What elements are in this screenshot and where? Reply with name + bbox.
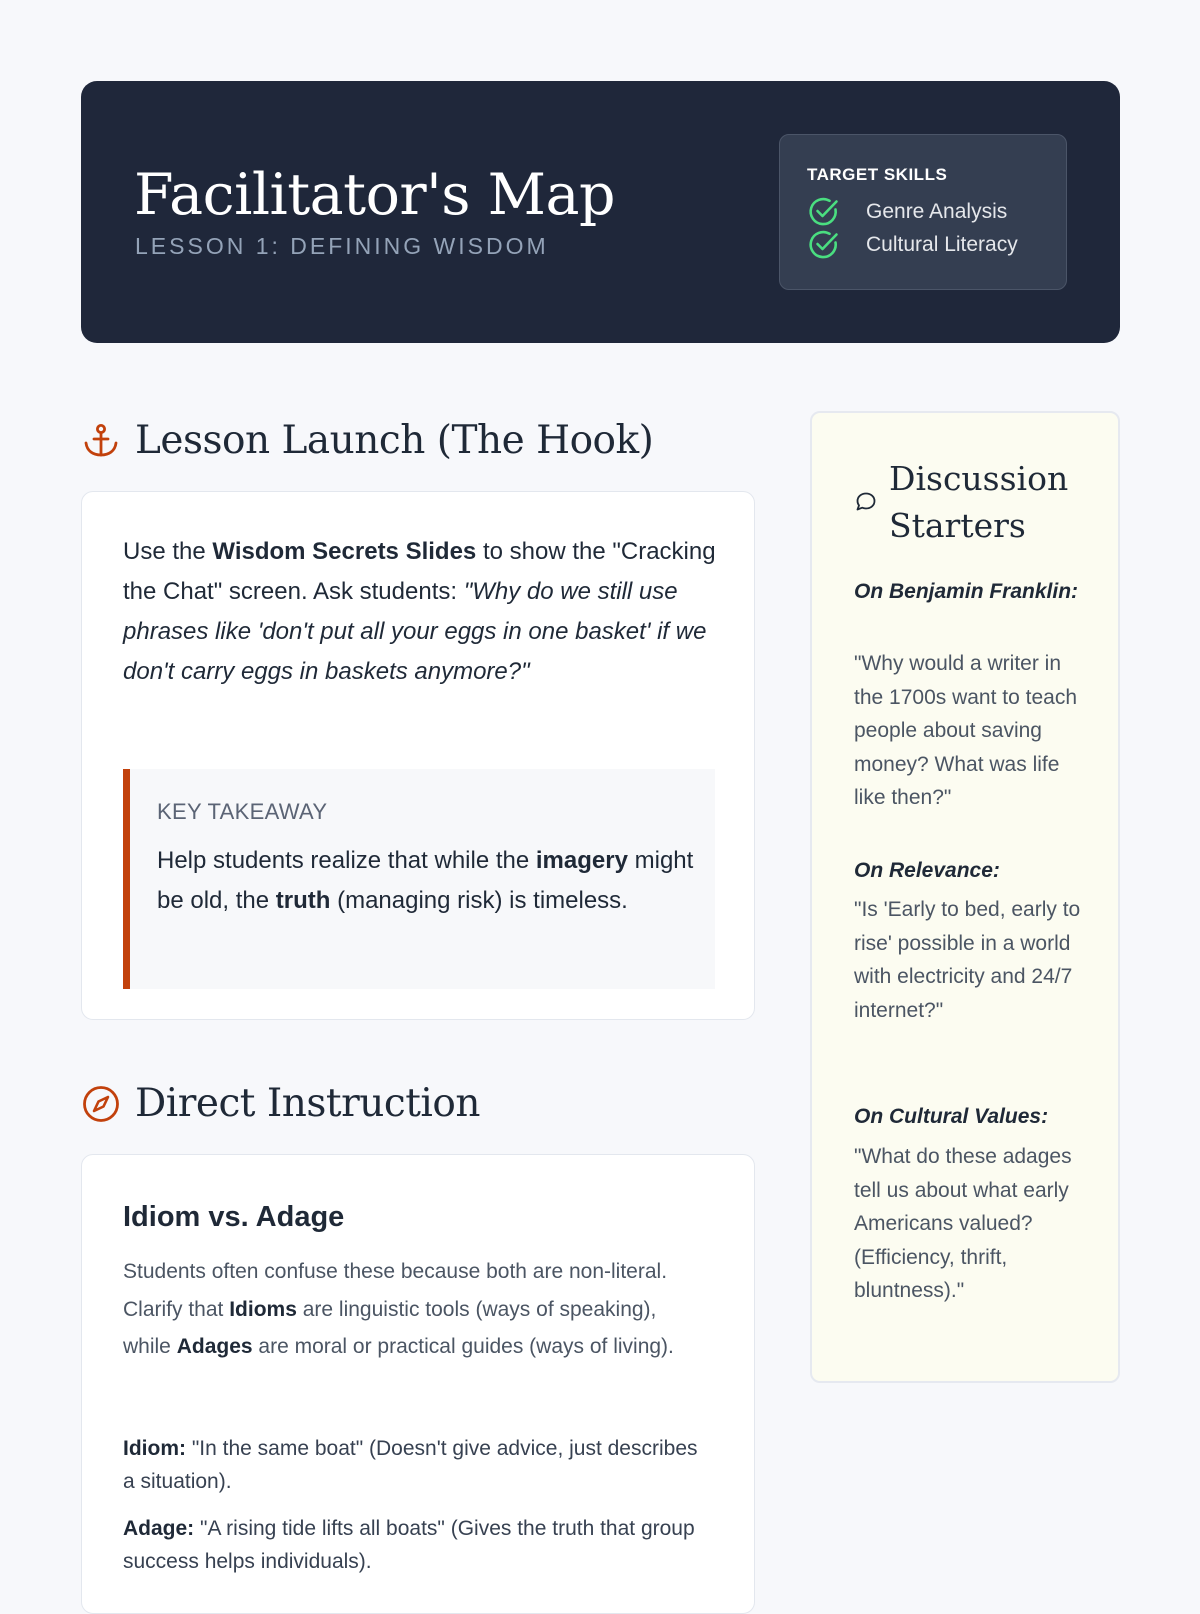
hook-instructions: Use the Wisdom Secrets Slides to show the "Cracking the Chat" screen. Ask students: "Why do we still use phrases like 'don't put all your eggs in one basket' if we don't carry eggs in baskets anymore?" [123,538,716,685]
card-title: Idiom vs. Adage [123,1201,345,1233]
example-item: Idiom: "In the same boat" (Doesn't give advice, just describes a situation). [123,1437,698,1493]
lesson-header [81,81,1120,343]
question-text: "What do these adages tell us about what early Americans valued? (Efficiency, thrift, bluntness)." [854,1145,1072,1302]
section-title: Direct Instruction [135,1081,480,1126]
question-heading: On Benjamin Franklin: [854,580,1079,603]
card-description: Students often confuse these because both are non-literal. Clarify that Idioms are linguistic tools (ways of speaking), while Adages are moral or practical guides (ways of living). [123,1260,674,1358]
skill-item [807,228,1018,262]
question-heading: On Relevance: [854,859,1000,882]
discussion-starters-panel [810,411,1120,1383]
lesson-subtitle: LESSON 1: DEFINING WISDOM [135,233,549,259]
skill-label: Cultural Literacy [866,233,1018,256]
chat-bubble-icon [854,490,878,514]
check-circle-icon [807,228,841,262]
target-skills-panel [779,134,1067,290]
skill-label: Genre Analysis [866,200,1008,223]
page-title: Facilitator's Map [134,162,616,228]
hook-section-heading [81,418,653,463]
key-takeaway-heading: KEY TAKEAWAY [157,799,328,824]
section-title: Lesson Launch (The Hook) [135,418,654,463]
check-circle-icon [807,195,841,229]
key-takeaway-text: Help students realize that while the imagery might be old, the truth (managing risk) is timeless. [157,847,694,914]
key-takeaway-callout [123,769,715,989]
skill-item [807,195,1007,229]
hook-card [81,491,755,1020]
compass-icon [81,1084,121,1124]
sidebar-title: Discussion Starters [889,459,1069,545]
question-text: "Is 'Early to bed, early to rise' possible in a world with electricity and 24/7 internet?" [854,898,1081,1022]
question-heading: On Cultural Values: [854,1105,1049,1128]
direct-instruction-heading [81,1081,480,1126]
anchor-icon [81,421,121,461]
question-text: "Why would a writer in the 1700s want to teach people about saving money? What was life like then?" [854,652,1077,809]
direct-instruction-card [81,1154,755,1614]
example-item: Adage: "A rising tide lifts all boats" (Gives the truth that group success helps individuals). [123,1517,695,1573]
target-skills-heading: TARGET SKILLS [807,165,948,184]
